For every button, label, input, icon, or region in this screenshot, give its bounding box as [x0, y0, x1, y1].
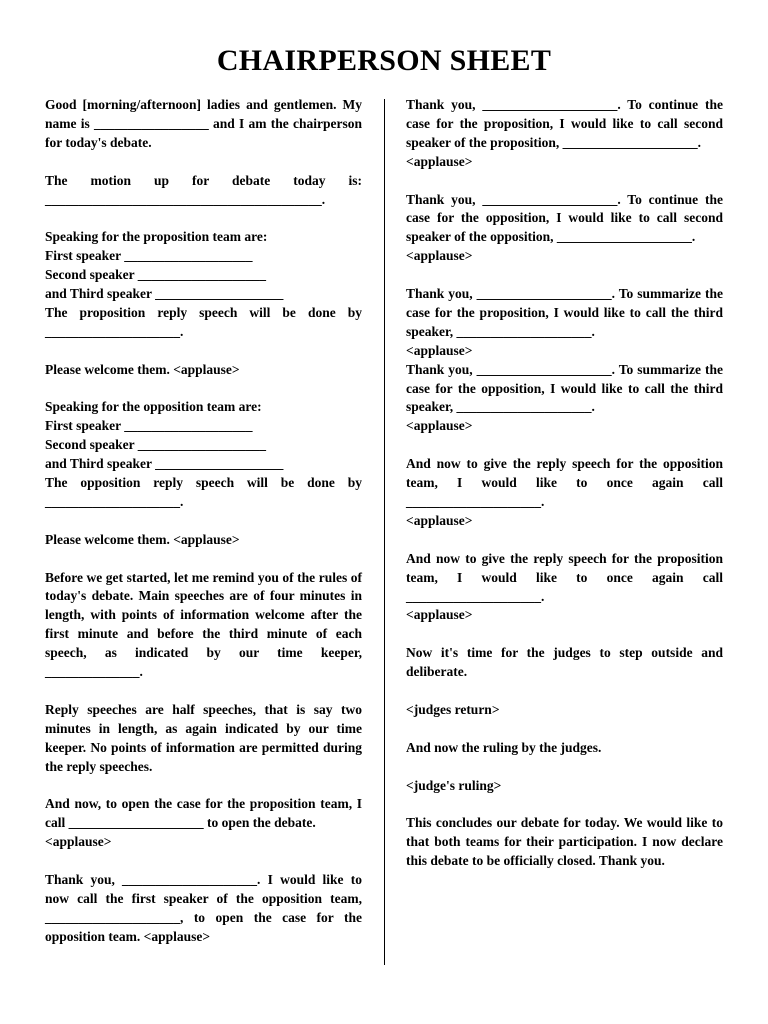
left-column [45, 96, 362, 947]
paragraph-spacer [45, 550, 362, 569]
script-paragraph: The opposition reply speech will be done by ____________________. [45, 475, 362, 509]
script-paragraph: And now to give the reply speech for the opposition team, I would like to once again call ____________________. [406, 456, 723, 509]
script-paragraph: Now it's time for the judges to step outside and deliberate. [406, 645, 723, 680]
script-line: Please welcome them. <applause> [45, 531, 240, 547]
paragraph-spacer [406, 436, 723, 455]
paragraph-spacer [45, 512, 362, 531]
column-divider [384, 99, 385, 965]
paragraph-spacer [45, 682, 362, 701]
script-line: First speaker ___________________ [45, 418, 253, 434]
script-line: <applause> [406, 342, 473, 358]
script-paragraph: Thank you, ____________________. To summarize the case for the opposition, I would like to call the third speaker, ____________________. [406, 361, 723, 415]
script-paragraph: Thank you, ____________________. To continue the case for the proposition, I would like to call second speaker of the proposition, ____________________. [406, 97, 723, 150]
script-line: and Third speaker ___________________ [45, 286, 284, 302]
paragraph-spacer [406, 266, 723, 285]
script-line: Please welcome them. <applause> [45, 361, 240, 377]
script-line: and Third speaker ___________________ [45, 456, 284, 472]
script-paragraph: And now, to open the case for the proposition team, I call ____________________ to open the debate. [45, 796, 362, 831]
paragraph-spacer [45, 209, 362, 228]
script-line: Second speaker ___________________ [45, 437, 267, 453]
script-paragraph: Before we get started, let me remind you of the rules of today's debate. Main speeches are of four minutes in length, with points of information welcome after the first minute and before the third minute of each speech, as indicated by our time keeper, ______________. [45, 569, 362, 680]
script-line: Speaking for the proposition team are: [45, 229, 268, 245]
script-line: First speaker ___________________ [45, 248, 253, 264]
script-paragraph: Thank you, ____________________. To continue the case for the opposition, I would like to call second speaker of the opposition, ____________________. [406, 191, 723, 245]
paragraph-spacer [45, 153, 362, 172]
paragraph-spacer [406, 172, 723, 191]
script-line: <applause> [406, 153, 473, 169]
page-title: CHAIRPERSON SHEET [216, 44, 552, 77]
script-paragraph: Thank you, ____________________. To summarize the case for the proposition, I would like to call the third speaker, ____________________. [406, 286, 723, 339]
script-paragraph: Good [morning/afternoon] ladies and gentlemen. My name is _________________ and I am the chairperson for today's debate. [45, 97, 362, 150]
script-line: <applause> [406, 418, 473, 434]
paragraph-spacer [406, 682, 723, 701]
paragraph-spacer [45, 342, 362, 361]
script-line: Speaking for the opposition team are: [45, 399, 262, 415]
paragraph-spacer [406, 758, 723, 777]
script-line: <applause> [406, 607, 473, 623]
script-line: <judges return> [406, 701, 500, 717]
script-paragraph: The motion up for debate today is: _________________________________________. [45, 172, 362, 207]
paragraph-spacer [45, 777, 362, 796]
paragraph-spacer [45, 852, 362, 871]
script-line: And now the ruling by the judges. [406, 739, 602, 755]
script-paragraph: And now to give the reply speech for the proposition team, I would like to once again call ____________________. [406, 550, 723, 604]
script-paragraph: Reply speeches are half speeches, that is say two minutes in length, as again indicated by our time keeper. No points of information are permitted during the reply speeches. [45, 701, 362, 774]
right-column [406, 96, 723, 871]
paragraph-spacer [406, 531, 723, 550]
script-paragraph: The proposition reply speech will be done by ____________________. [45, 304, 362, 339]
paragraph-spacer [45, 380, 362, 399]
script-paragraph: This concludes our debate for today. We would like to that both teams for their participation. I now declare this debate to be officially closed. Thank you. [406, 815, 723, 869]
script-line: <applause> [406, 512, 473, 528]
script-line: Second speaker ___________________ [45, 267, 267, 283]
script-paragraph: Thank you, ____________________. I would like to now call the first speaker of the opposition team, ____________________, to open the case for the opposition team. <applause> [45, 872, 362, 944]
script-line: <applause> [406, 248, 473, 264]
script-line: <judge's ruling> [406, 777, 502, 793]
script-line: <applause> [45, 834, 112, 850]
paragraph-spacer [406, 720, 723, 739]
paragraph-spacer [406, 795, 723, 814]
paragraph-spacer [406, 625, 723, 644]
